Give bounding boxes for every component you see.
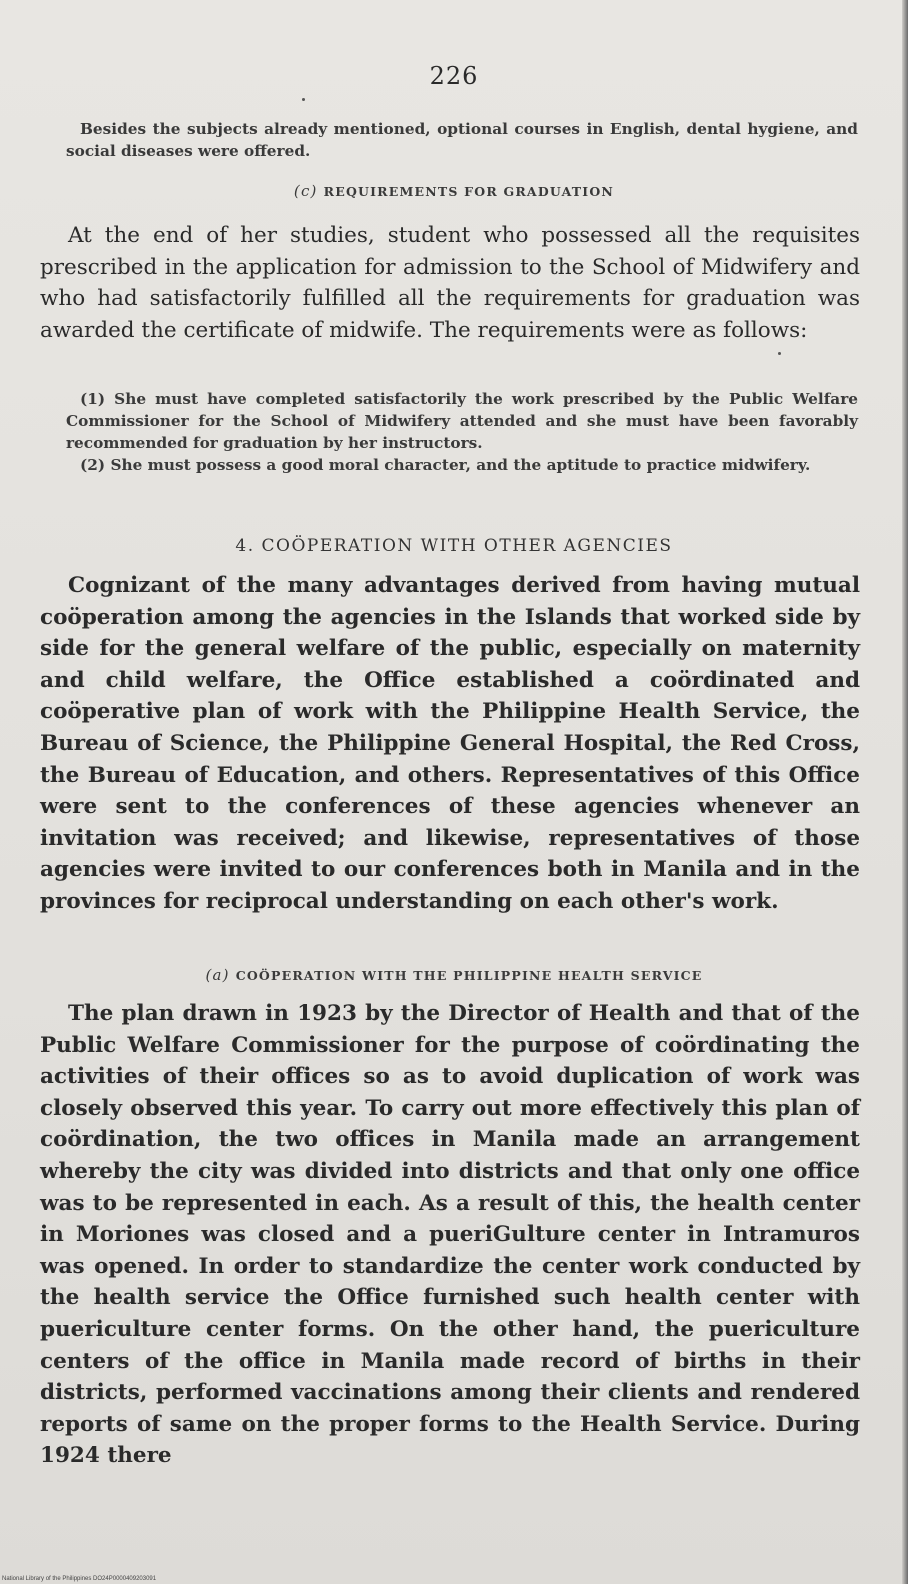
cooperation-paragraph: Cognizant of the many advantages derived from having mutual coöperation among the agencies in the Islands that worked side by side for the general welfare of the public, especially on maternity and child welfare, the Office established a coördinated and coöperative plan of work with the Philippine Health Service, the Bureau of Science, the Philippine General Hospital, the Red Cross, the Bureau of Education, and others. Representatives of this Office were sent to the conferences of these agencies whenever an invitation was received; and likewise, representatives of those agencies were invited to our conferences both in Manila and in the provinces for reciprocal understanding on each other's work.	[40, 573, 860, 914]
subheading-label: (c)	[293, 182, 318, 200]
requirement-2: (2) She must possess a good moral character, and the aptitude to practice midwifery.	[80, 456, 811, 474]
graduation-paragraph: At the end of her studies, student who possessed all the requisites prescribed in the application for admission to the School of Midwifery and who had satisfactorily fulfilled all the requirements for graduation was awarded the certificate of midwife. The requirements were as follows:	[40, 223, 860, 343]
subheading-requirements	[0, 182, 908, 200]
scan-speck	[302, 98, 305, 101]
subheading-label: (a)	[205, 966, 230, 984]
page-number: 226	[429, 62, 479, 90]
requirement-1: (1) She must have completed satisfactorily the work prescribed by the Public Welfare Commissioner for the School of Midwifery attended and she must have been favorably recommended for graduation by her instructors.	[66, 390, 858, 452]
section-heading-cooperation: 4. COÖPERATION WITH OTHER AGENCIES	[235, 536, 673, 556]
scan-footer: National Library of the Philippines DO24P0000409203091	[2, 1576, 157, 1582]
subheading-title: COÖPERATION WITH THE PHILIPPINE HEALTH SERVICE	[235, 968, 703, 983]
subheading-title: REQUIREMENTS FOR GRADUATION	[323, 184, 615, 199]
scan-speck	[778, 352, 781, 355]
intro-paragraph: Besides the subjects already mentioned, optional courses in English, dental hygiene, and social diseases were offered.	[66, 120, 858, 160]
subheading-health-service	[0, 966, 908, 984]
health-service-paragraph: The plan drawn in 1923 by the Director of Health and that of the Public Welfare Commissioner for the purpose of coördinating the activities of their offices so as to avoid duplication of work was closely observed this year. To carry out more effectively this plan of coördination, the two offices in Manila made an arrangement whereby the city was divided into districts and that only one office was to be represented in each. As a result of this, the health center in Moriones was closed and a pueriGulture center in Intramuros was opened. In order to standardize the center work conducted by the health service the Office furnished such health center with puericulture center forms. On the other hand, the puericulture centers of the office in Manila made record of births in their districts, performed vaccinations among their clients and rendered reports of same on the proper forms to the Health Service. During 1924 there	[40, 1001, 860, 1469]
requirements-list	[66, 388, 858, 476]
page-edge-shadow	[902, 0, 908, 1584]
